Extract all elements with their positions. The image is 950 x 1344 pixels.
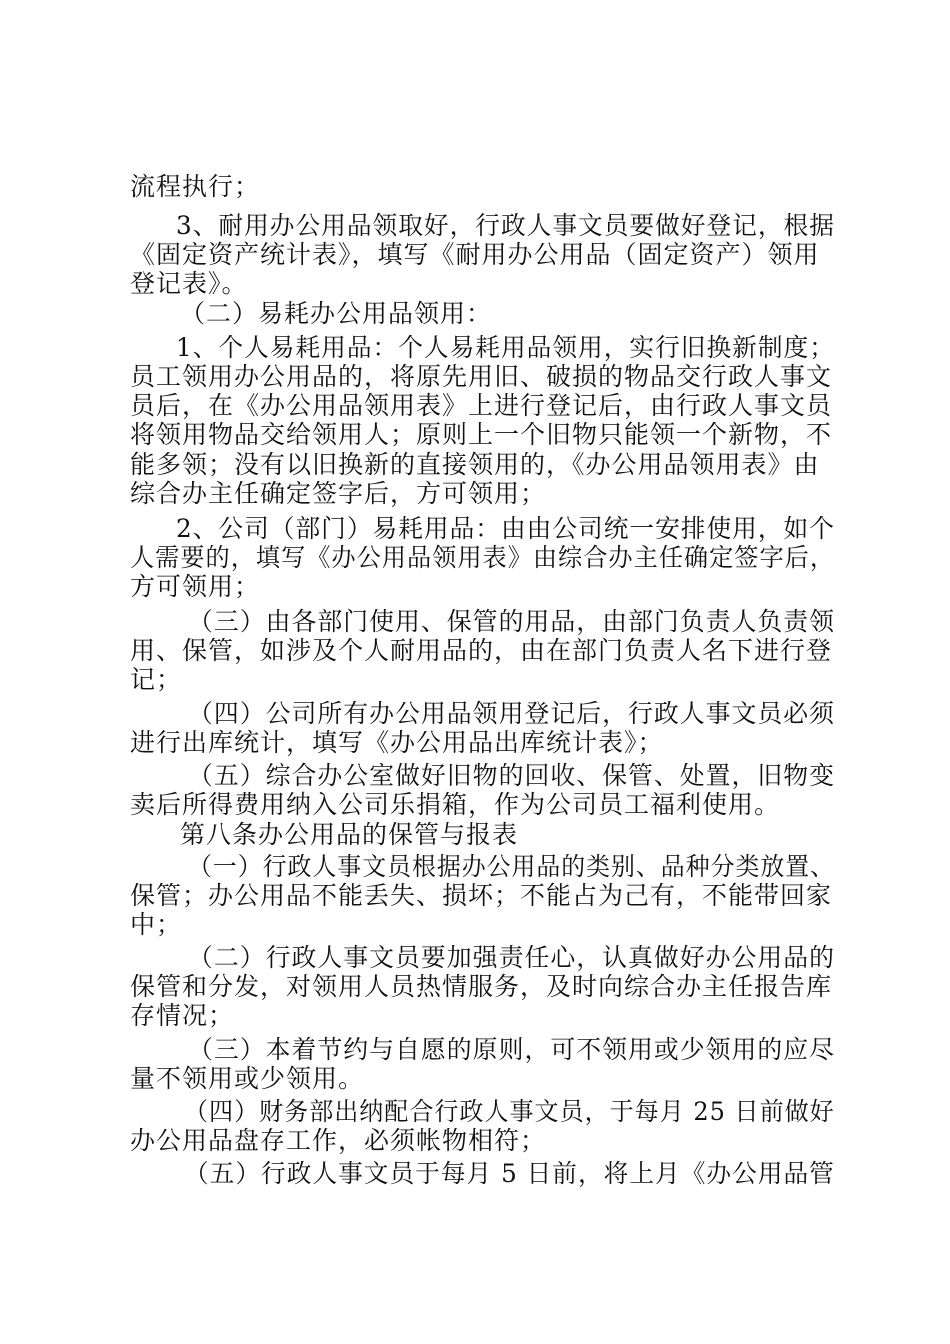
text-line: 能多领；没有以旧换新的直接领用的，《办公用品领用表》由 [130,450,820,479]
text-line: （三）由各部门使用、保管的用品，由部门负责人负责领 [188,607,836,636]
text-line: 人需要的，填写《办公用品领用表》由综合办主任确定签字后， [130,543,836,572]
text-line: 1、个人易耗用品：个人易耗用品领用，实行旧换新制度； [176,333,835,362]
text-line: 卖后所得费用纳入公司乐捐箱，作为公司员工福利使用。 [130,790,781,819]
text-line: 员后，在《办公用品领用表》上进行登记后，由行政人事文员 [130,391,833,420]
text-line: （五）行政人事文员于每月 5 日前，将上月《办公用品管 [184,1159,835,1188]
section-heading: （二）易耗办公用品领用： [180,299,493,328]
text-line: 进行出库统计，填写《办公用品出库统计表》； [130,728,664,757]
article-heading: 第八条办公用品的保管与报表 [180,820,519,849]
text-line: （一）行政人事文员根据办公用品的类别、品种分类放置、 [188,852,836,881]
text-line: 存情况； [130,1001,235,1030]
text-line: （四）财务部出纳配合行政人事文员，于每月 25 日前做好 [184,1097,835,1126]
text-line: 方可领用； [130,572,261,601]
text-line: （四）公司所有办公用品领用登记后，行政人事文员必须 [188,699,836,728]
text-line: 记； [130,665,183,694]
text-line: 员工领用办公用品的，将原先用旧、破损的物品交行政人事文 [130,362,833,391]
text-line: （二）行政人事文员要加强责任心，认真做好办公用品的 [188,943,836,972]
text-line: （五）综合办公室做好旧物的回收、保管、处置，旧物变 [188,761,836,790]
text-line: 中； [130,910,183,939]
text-line: 流程执行； [130,172,261,201]
text-line: 保管和分发，对领用人员热情服务，及时向综合办主任报告库 [130,972,833,1001]
text-line: 办公用品盘存工作，必须帐物相符； [130,1126,547,1155]
text-line: 登记表》。 [130,269,248,298]
text-line: 3、耐用办公用品领取好，行政人事文员要做好登记，根据 [176,211,835,240]
text-line: 2、公司（部门）易耗用品：由由公司统一安排使用，如个 [176,514,835,543]
text-line: 用、保管，如涉及个人耐用品的，由在部门负责人名下进行登 [130,636,833,665]
text-line: 量不领用或少领用。 [130,1064,365,1093]
text-line: 综合办主任确定签字后，方可领用； [130,479,547,508]
text-line: 将领用物品交给领用人；原则上一个旧物只能领一个新物，不 [130,420,833,449]
text-line: （三）本着节约与自愿的原则，可不领用或少领用的应尽 [188,1035,836,1064]
text-line: 《固定资产统计表》，填写《耐用办公用品（固定资产）领用 [130,240,820,269]
text-line: 保管；办公用品不能丢失、损坏；不能占为己有，不能带回家 [130,881,833,910]
